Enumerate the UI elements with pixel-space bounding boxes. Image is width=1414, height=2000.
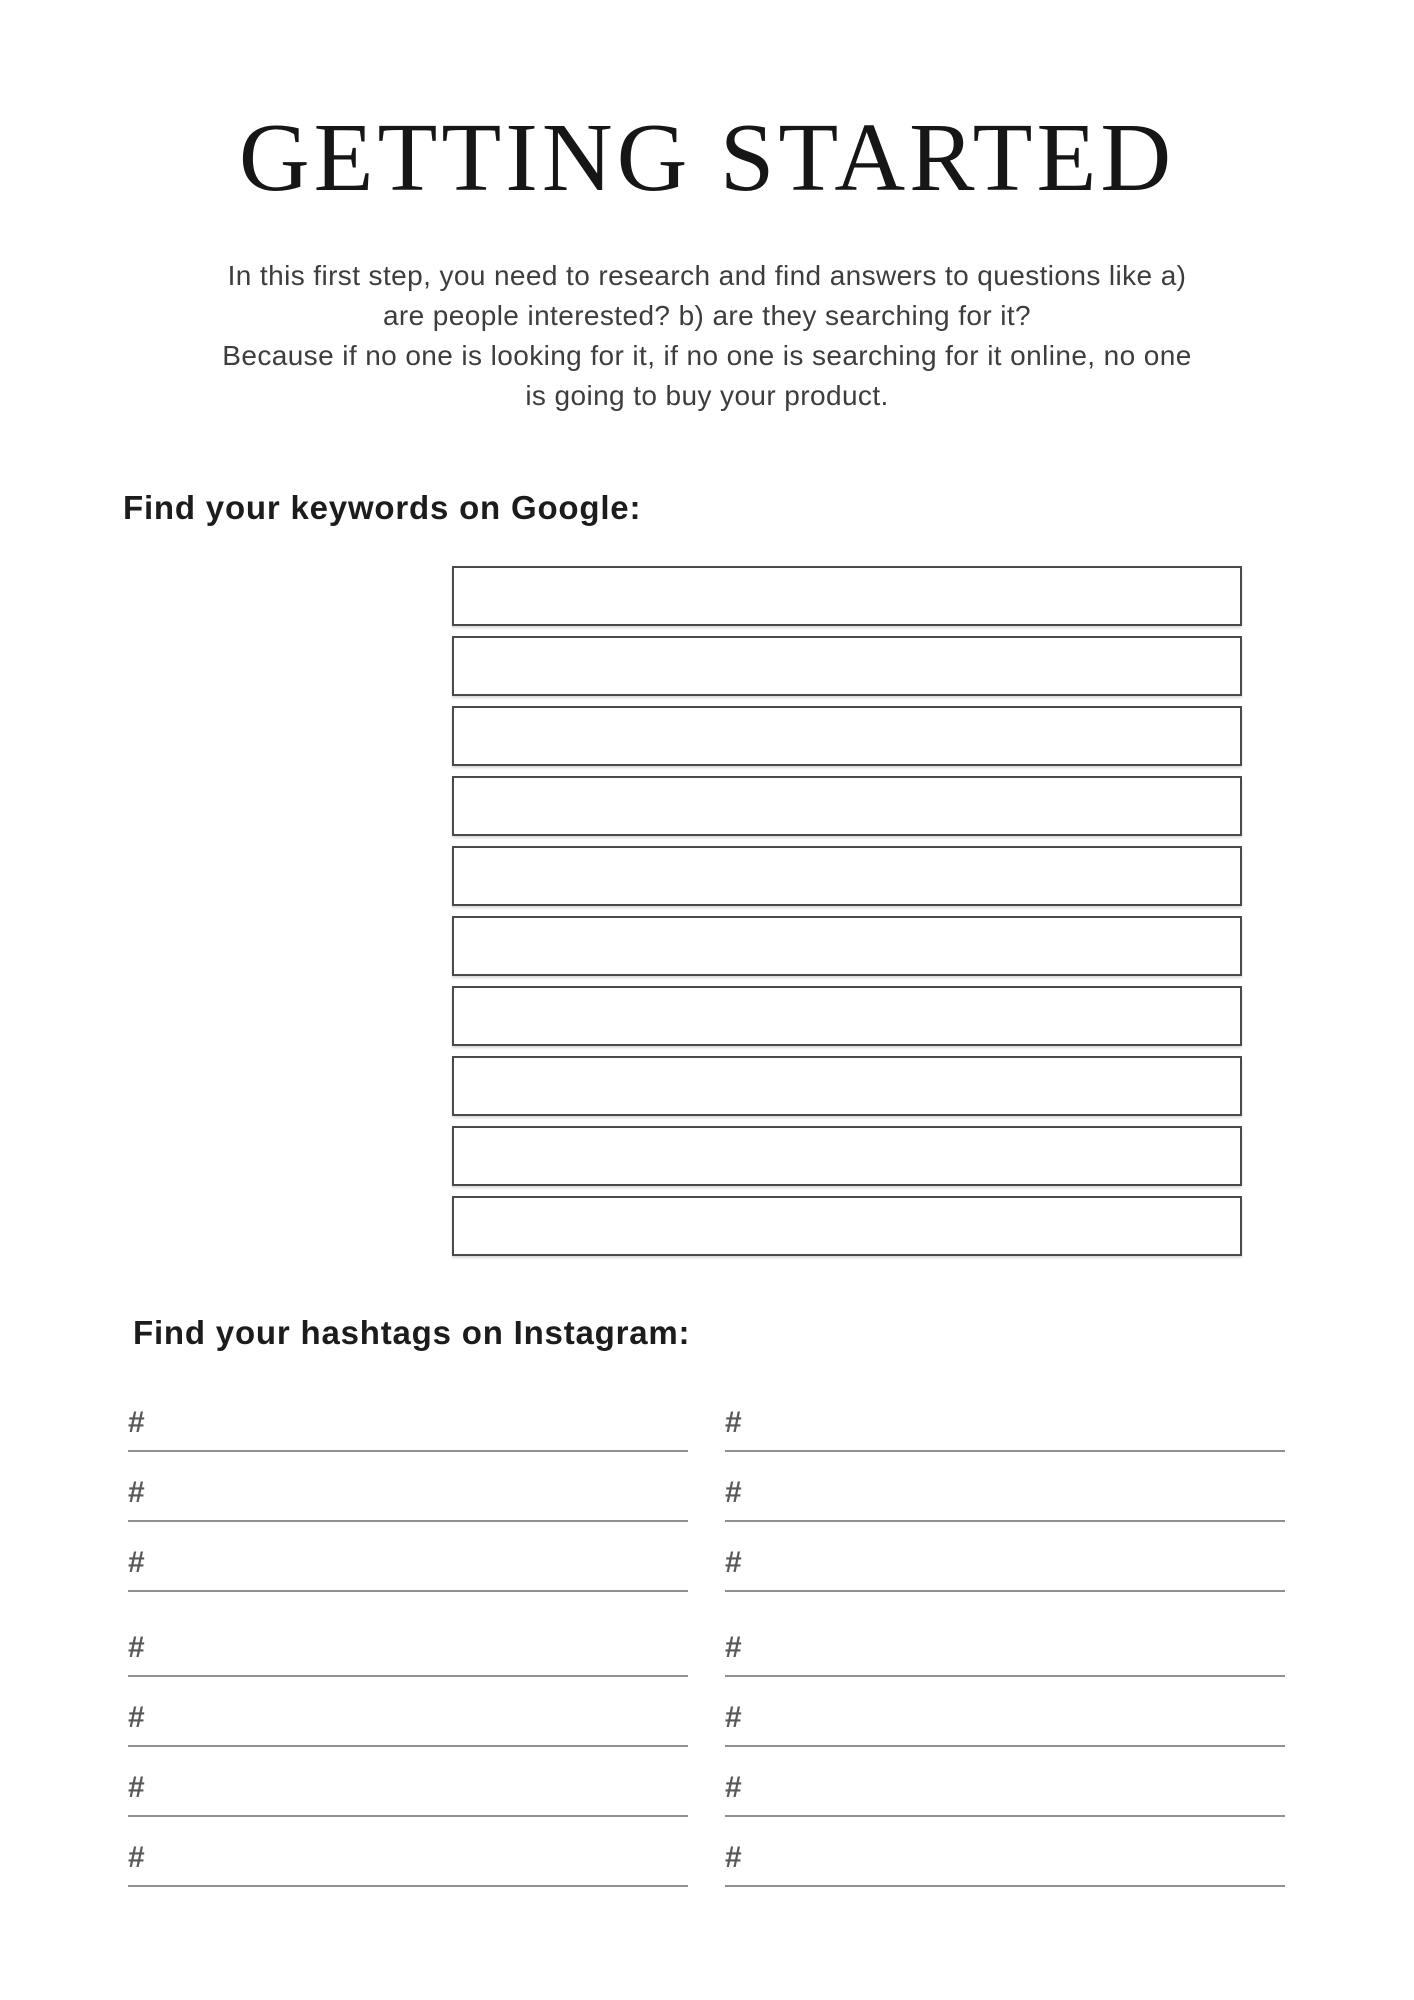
hashtag-column-right (725, 1382, 1285, 1887)
hash-symbol: # (725, 1841, 742, 1874)
keyword-input-box[interactable] (452, 706, 1242, 766)
keyword-input-box[interactable] (452, 636, 1242, 696)
hash-symbol: # (725, 1476, 742, 1509)
keyword-fields (452, 566, 1242, 1266)
hash-symbol: # (725, 1546, 742, 1579)
hashtag-input-line[interactable] (725, 1817, 1285, 1887)
hash-symbol: # (725, 1406, 742, 1439)
keyword-input-box[interactable] (452, 986, 1242, 1046)
hashtag-input-line[interactable] (128, 1747, 688, 1817)
hashtag-input-line[interactable] (725, 1747, 1285, 1817)
intro-line: Because if no one is looking for it, if no one is searching for it online, no one (222, 340, 1192, 371)
keyword-input-box[interactable] (452, 846, 1242, 906)
keyword-input-box[interactable] (452, 1126, 1242, 1186)
hash-symbol: # (725, 1631, 742, 1664)
hashtag-fields (128, 1382, 1285, 1887)
hashtag-input-line[interactable] (725, 1452, 1285, 1522)
hash-symbol: # (725, 1771, 742, 1804)
hashtag-input-line[interactable] (128, 1607, 688, 1677)
hashtag-input-line[interactable] (128, 1382, 688, 1452)
hashtag-input-line[interactable] (725, 1607, 1285, 1677)
keyword-input-box[interactable] (452, 1056, 1242, 1116)
hashtag-input-line[interactable] (725, 1677, 1285, 1747)
hashtags-section-heading: Find your hashtags on Instagram: (133, 1314, 691, 1351)
hash-symbol: # (128, 1771, 145, 1804)
keyword-input-box[interactable] (452, 776, 1242, 836)
hash-symbol: # (725, 1701, 742, 1734)
hash-symbol: # (128, 1406, 145, 1439)
keyword-input-box[interactable] (452, 1196, 1242, 1256)
hashtag-input-line[interactable] (128, 1817, 688, 1887)
intro-line: In this first step, you need to research and find answers to questions like a) (227, 260, 1187, 291)
hashtag-input-line[interactable] (128, 1452, 688, 1522)
keyword-input-box[interactable] (452, 566, 1242, 626)
hash-symbol: # (128, 1476, 145, 1509)
keyword-input-box[interactable] (452, 916, 1242, 976)
hashtag-input-line[interactable] (725, 1382, 1285, 1452)
hashtag-input-line[interactable] (128, 1522, 688, 1592)
page-title: GETTING STARTED (238, 104, 1176, 212)
hashtag-input-line[interactable] (128, 1677, 688, 1747)
intro-line: is going to buy your product. (525, 380, 889, 411)
intro-paragraph (0, 256, 1414, 416)
hash-symbol: # (128, 1701, 145, 1734)
hashtag-column-left (128, 1382, 688, 1887)
hashtag-input-line[interactable] (725, 1522, 1285, 1592)
hash-symbol: # (128, 1841, 145, 1874)
hash-symbol: # (128, 1546, 145, 1579)
keywords-section-heading: Find your keywords on Google: (123, 489, 642, 526)
hash-symbol: # (128, 1631, 145, 1664)
intro-line: are people interested? b) are they searching for it? (382, 300, 1032, 331)
